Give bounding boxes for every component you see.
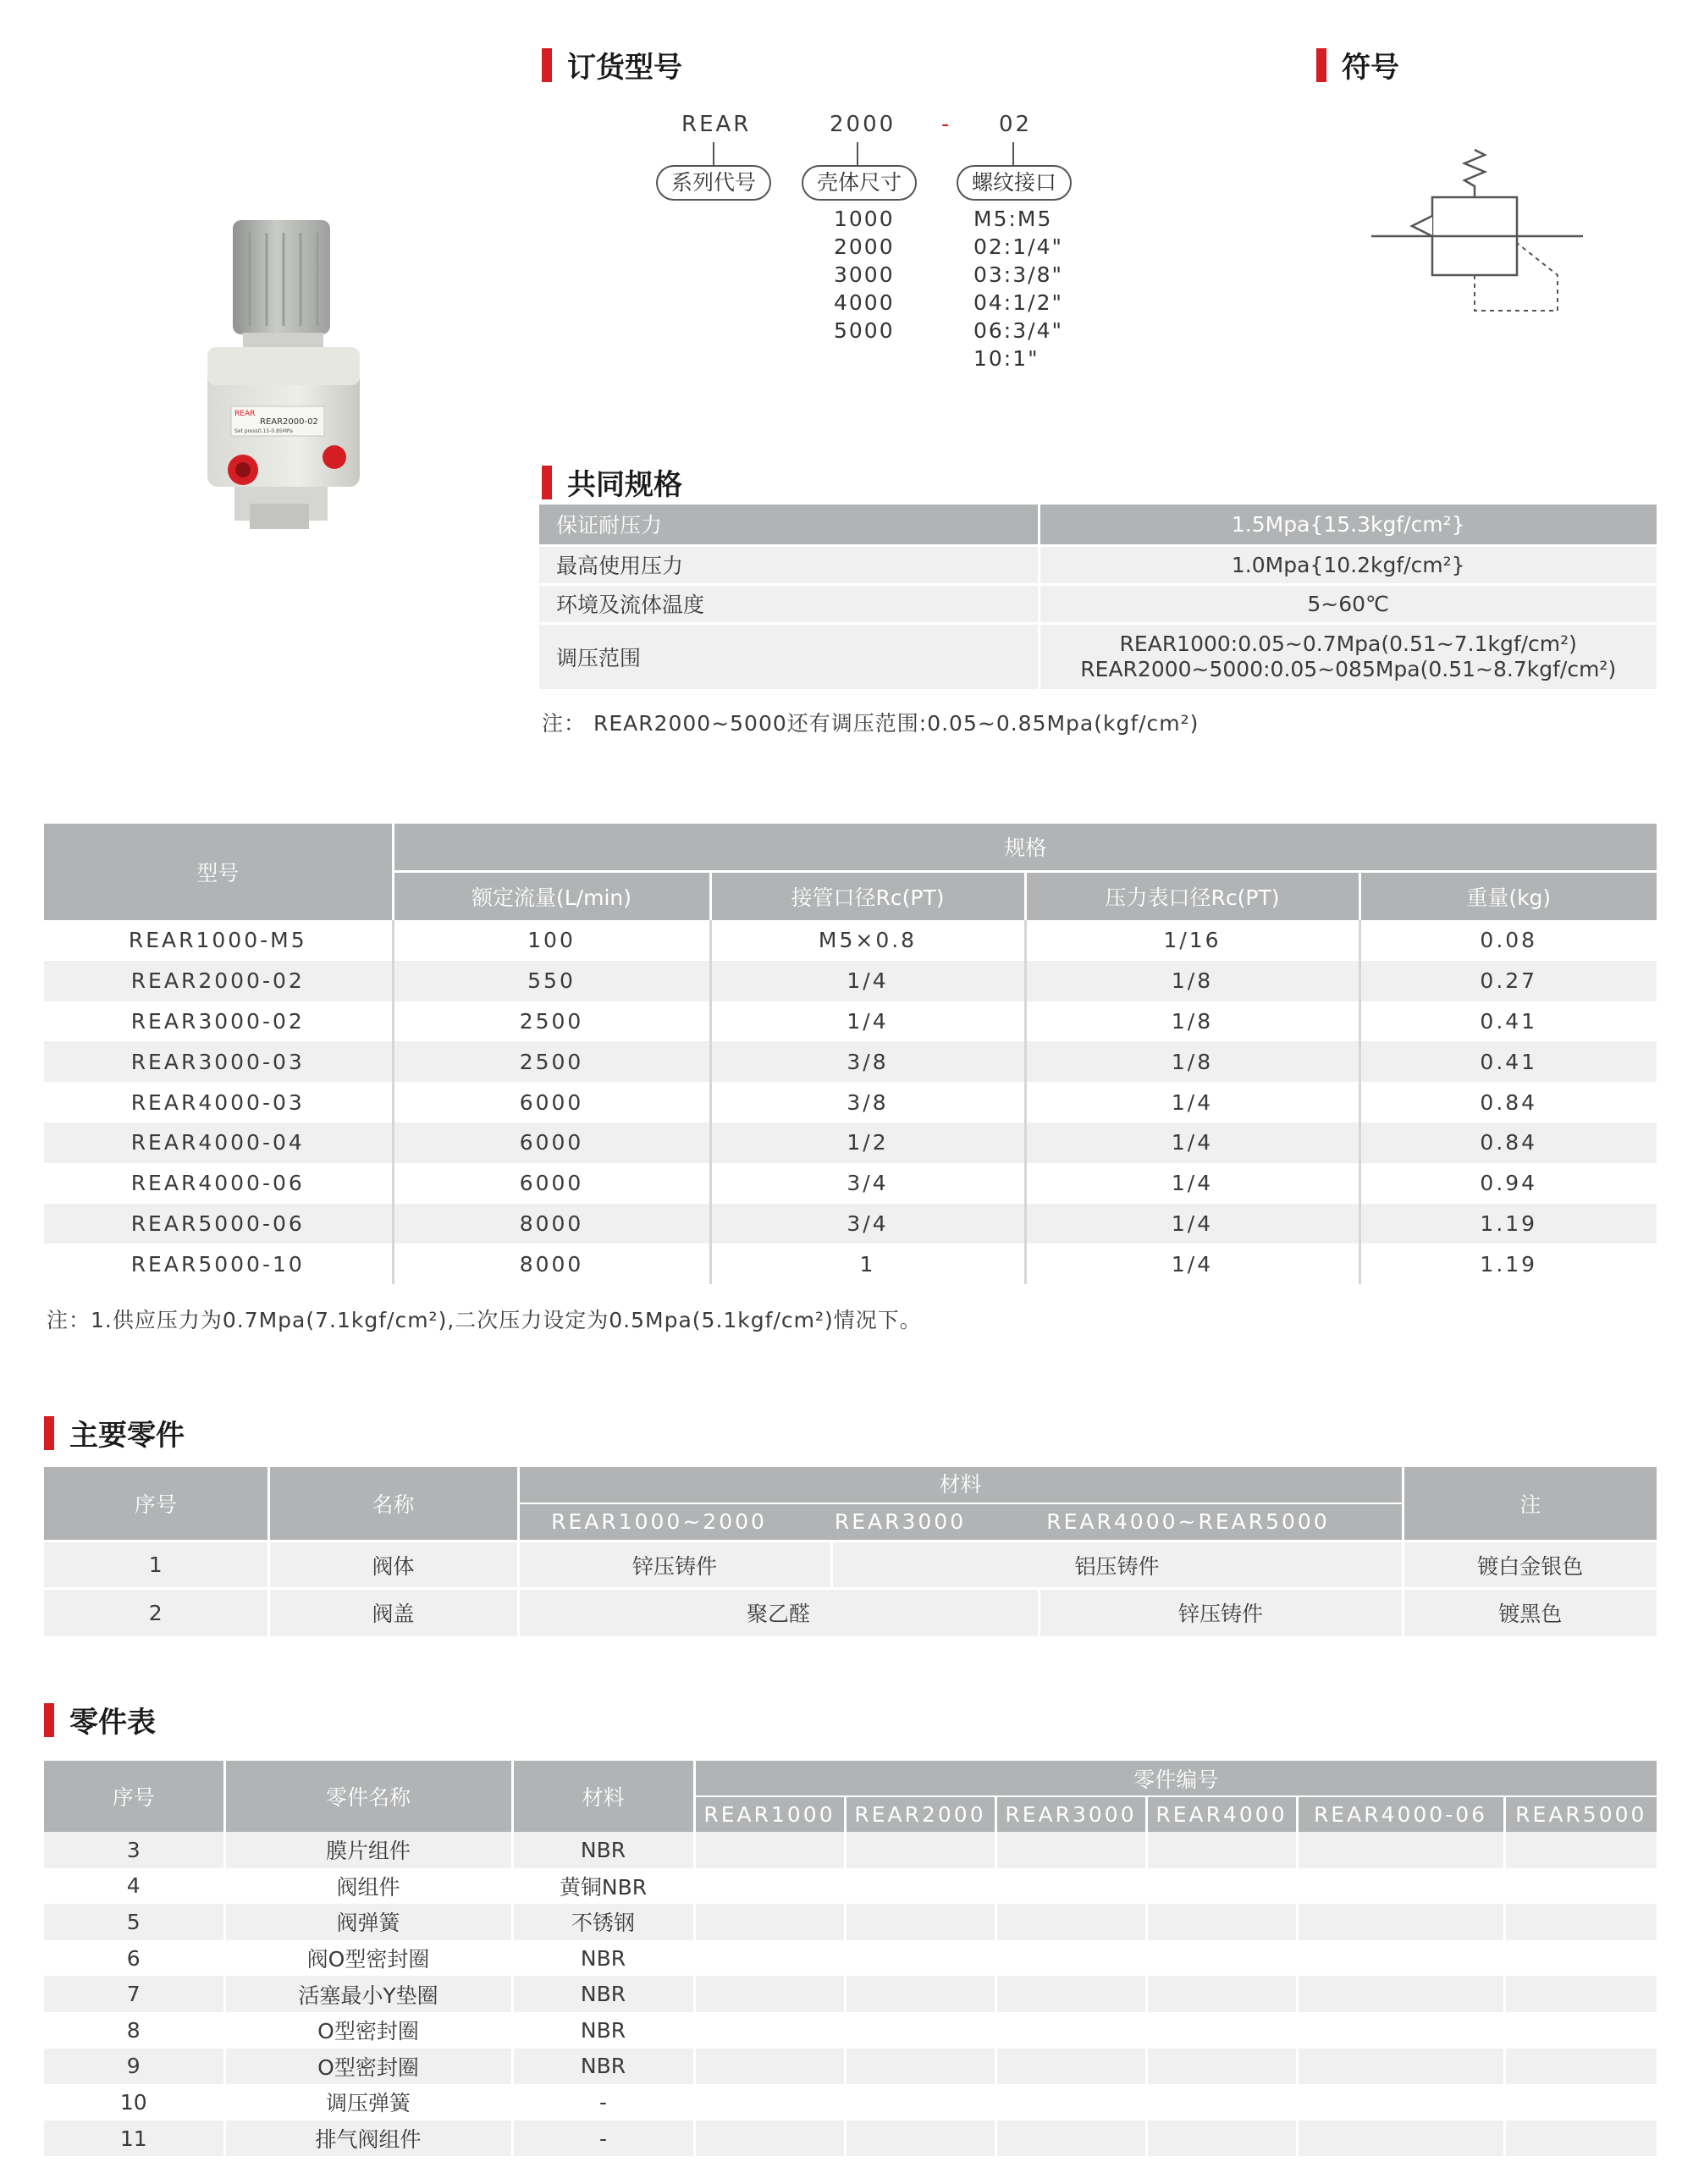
code-stem [713, 142, 714, 166]
spec-model: REAR1000-M5 [44, 920, 393, 961]
col-header: 压力表口径Rc(PT) [1025, 871, 1359, 920]
col-header: 接管口径Rc(PT) [710, 871, 1025, 920]
ptable-name: O型密封圈 [224, 2049, 512, 2085]
spec-value: 5~60℃ [1307, 591, 1390, 616]
spec-gauge-port: 1/4 [1025, 1082, 1359, 1122]
common-spec-note: 注： REAR2000~5000还有调压范围:0.05~0.85Mpa(kgf/cm²) [542, 711, 1199, 736]
title-bar [542, 466, 552, 499]
ptable-code-cell [1504, 1832, 1657, 1868]
ptable-name: 阀组件 [224, 1868, 512, 1905]
ptable-header-row [44, 1761, 1657, 1796]
spec-flow: 6000 [393, 1163, 710, 1204]
ptable-code-cell [1146, 2012, 1297, 2049]
common-spec-row [539, 505, 1657, 545]
title-bar [1316, 48, 1326, 82]
ptable-code-cell [1297, 1832, 1504, 1868]
material-subheaders [520, 1504, 1402, 1540]
model-subheader: REAR1000 [694, 1796, 845, 1832]
series-label: 系列代号 [656, 165, 771, 201]
material-header: 材料 [512, 1761, 694, 1832]
ptable-code-cell [845, 1976, 995, 2012]
ptable-code-cell [694, 1976, 845, 2012]
ptable-material: NBR [512, 1940, 694, 1977]
spec-model: REAR5000-10 [44, 1244, 393, 1284]
model-subheader: REAR2000 [845, 1796, 995, 1832]
ptable-code-cell [1146, 1976, 1297, 2012]
parts-list-table [44, 1761, 1657, 2156]
ptable-material: NBR [512, 2049, 694, 2085]
code-dash: - [941, 112, 952, 137]
spec-row [44, 1041, 1657, 1082]
ptable-no: 11 [44, 2121, 224, 2157]
code-size: 2000 [830, 112, 896, 137]
ptable-code-cell [1297, 2121, 1504, 2157]
ptable-no: 7 [44, 1976, 224, 2012]
no-header: 序号 [44, 1467, 268, 1541]
ptable-code-cell [845, 1940, 995, 1977]
spec-row [44, 1082, 1657, 1122]
main-parts-title-text: 主要零件 [69, 1419, 185, 1453]
ptable-code-cell [1504, 1940, 1657, 1977]
ptable-code-cell [1146, 1832, 1297, 1868]
thread-label: 螺纹接口 [957, 165, 1072, 201]
ptable-code-cell [694, 1940, 845, 1977]
ptable-no: 8 [44, 2012, 224, 2049]
code-header: 零件编号 [694, 1761, 1657, 1796]
ptable-row [44, 2121, 1657, 2157]
spec-key: 最高使用压力 [539, 545, 1039, 584]
spec-port: 1/4 [710, 1001, 1025, 1042]
ptable-name: 膜片组件 [224, 1832, 512, 1868]
spec-value-line: REAR2000~5000:0.05~085Mpa(0.51~8.7kgf/cm²) [1080, 656, 1617, 681]
col-header: 重量(kg) [1466, 885, 1552, 910]
ptable-code-cell [845, 1832, 995, 1868]
spec-model: REAR4000-03 [44, 1082, 393, 1122]
spec-weight: 0.41 [1480, 1049, 1538, 1074]
model-subheader: REAR3000 [995, 1796, 1146, 1832]
spec-gauge-port: 1/8 [1025, 961, 1359, 1001]
spec-weight: 0.41 [1480, 1008, 1538, 1034]
ptable-row [44, 1940, 1657, 1977]
part-material: 铝压铸件 [831, 1541, 1403, 1589]
part-material: 锌压铸件 [1039, 1589, 1403, 1636]
ptable-code-cell [1297, 2012, 1504, 2049]
ptable-code-cell [694, 1832, 845, 1868]
material-header-label: 材料 [520, 1467, 1402, 1504]
model-header: 型号 [44, 824, 393, 920]
ptable-code-cell [995, 1976, 1146, 2012]
ptable-code-cell [1146, 2084, 1297, 2121]
material-subheader: REAR4000~REAR5000 [1046, 1509, 1330, 1534]
spec-gauge-port: 1/8 [1025, 1001, 1359, 1042]
spec-row [44, 1244, 1657, 1284]
col-header: 额定流量(L/min) [393, 871, 710, 920]
spec-weight: 0.27 [1480, 968, 1538, 994]
spec-weight: 0.84 [1480, 1130, 1538, 1155]
ptable-name: 排气阀组件 [224, 2121, 512, 2157]
ptable-no: 3 [44, 1832, 224, 1868]
spec-flow: 550 [393, 961, 710, 1001]
part-name: 阀体 [268, 1541, 518, 1589]
spec-row [44, 1122, 1657, 1163]
ptable-code-cell [1146, 1940, 1297, 1977]
spec-port: 3/8 [710, 1082, 1025, 1122]
part-no: 2 [44, 1589, 268, 1636]
common-spec-row [539, 545, 1657, 584]
spec-weight: 1.19 [1480, 1211, 1538, 1236]
ptable-code-cell [845, 2121, 995, 2157]
spec-gauge-port: 1/16 [1025, 920, 1359, 961]
spec-table [44, 824, 1657, 1284]
part-note: 镀黑色 [1498, 1602, 1563, 1627]
ptable-code-cell [845, 2049, 995, 2085]
ptable-code-cell [1297, 2084, 1504, 2121]
ptable-no: 6 [44, 1940, 224, 1977]
order-code-title-text: 订货型号 [567, 51, 682, 85]
ptable-code-cell [1504, 1868, 1657, 1905]
code-thread: 02 [999, 112, 1033, 137]
ptable-material: - [512, 2121, 694, 2157]
ptable-code-cell [1146, 1868, 1297, 1905]
model-subheader: REAR4000-06 [1297, 1796, 1504, 1832]
product-label: REAR2000-02 [260, 417, 318, 427]
size-option: 2000 [834, 234, 895, 259]
ptable-code-cell [694, 2012, 845, 2049]
ptable-no: 5 [44, 1904, 224, 1940]
spec-gauge-port: 1/4 [1025, 1122, 1359, 1163]
title-bar [44, 1416, 54, 1450]
thread-option: 03:3/8" [973, 262, 1063, 287]
spec-gauge-port: 1/4 [1025, 1163, 1359, 1204]
ptable-code-cell [1297, 1976, 1504, 2012]
main-parts-table [44, 1467, 1657, 1636]
ptable-no: 4 [44, 1868, 224, 1905]
spec-value: 1.5Mpa{15.3kgf/cm²} [1231, 511, 1465, 537]
common-spec-row [539, 623, 1657, 689]
ptable-code-cell [694, 2084, 845, 2121]
symbol-title [1316, 44, 1399, 85]
size-option: 1000 [834, 207, 895, 231]
ptable-material: NBR [512, 1976, 694, 2012]
common-spec-table [539, 505, 1657, 689]
code-stem [1012, 142, 1014, 166]
ptable-code-cell [845, 1904, 995, 1940]
ptable-code-cell [995, 2049, 1146, 2085]
ptable-code-cell [995, 1940, 1146, 1977]
size-options [834, 205, 895, 345]
size-label: 壳体尺寸 [802, 165, 917, 201]
ptable-code-cell [995, 2084, 1146, 2121]
ptable-code-cell [1504, 2084, 1657, 2121]
thread-option: 06:3/4" [973, 318, 1063, 343]
ptable-code-cell [995, 2012, 1146, 2049]
size-option: 5000 [834, 318, 895, 343]
ptable-code-cell [694, 2049, 845, 2085]
size-option: 3000 [834, 262, 895, 287]
name-header: 零件名称 [224, 1761, 512, 1832]
spec-row [44, 1204, 1657, 1244]
code-stem [857, 142, 858, 166]
part-material: 锌压铸件 [518, 1541, 831, 1589]
ptable-code-cell [995, 1904, 1146, 1940]
ptable-code-cell [1146, 2049, 1297, 2085]
spec-port: 1/4 [710, 961, 1025, 1001]
ptable-code-cell [1504, 2049, 1657, 2085]
spec-flow: 2500 [393, 1001, 710, 1042]
part-name: 阀盖 [268, 1589, 518, 1636]
spec-port: 3/4 [710, 1204, 1025, 1244]
part-material: 聚乙醛 [518, 1589, 1039, 1636]
model-subheader: REAR5000 [1515, 1802, 1647, 1827]
parts-list-title-text: 零件表 [69, 1706, 156, 1740]
spec-key: 环境及流体温度 [539, 584, 1039, 623]
thread-options [973, 205, 1063, 372]
size-option: 4000 [834, 290, 895, 315]
spec-flow: 100 [393, 920, 710, 961]
product-label-range: Set press0.15-0.85MPa [234, 428, 293, 434]
ptable-code-cell [694, 1904, 845, 1940]
thread-option: 04:1/2" [973, 290, 1063, 315]
spec-model: REAR3000-02 [44, 1001, 393, 1042]
material-header [518, 1467, 1403, 1541]
symbol-title-text: 符号 [1342, 51, 1399, 85]
spec-flow: 2500 [393, 1041, 710, 1082]
spec-gauge-port: 1/4 [1025, 1204, 1359, 1244]
parts-row [44, 1541, 1657, 1589]
ptable-code-cell [1297, 1868, 1504, 1905]
thread-option: 10:1" [973, 346, 1040, 371]
main-parts-title [44, 1412, 185, 1453]
spec-model: REAR2000-02 [44, 961, 393, 1001]
code-series: REAR [681, 112, 752, 137]
spec-key: 保证耐压力 [539, 505, 1039, 545]
ptable-code-cell [1504, 1904, 1657, 1940]
ptable-no: 9 [44, 2049, 224, 2085]
ptable-code-cell [694, 2121, 845, 2157]
ptable-code-cell [995, 2121, 1146, 2157]
product-image [190, 216, 368, 538]
ptable-code-cell [1297, 1940, 1504, 1977]
ptable-row [44, 2049, 1657, 2085]
spec-port: 3/8 [710, 1041, 1025, 1082]
ptable-material: - [512, 2084, 694, 2121]
parts-row [44, 1589, 1657, 1636]
common-spec-title-text: 共同规格 [567, 468, 682, 502]
spec-header: 规格 [393, 824, 1657, 871]
ptable-row [44, 2084, 1657, 2121]
ptable-code-cell [694, 1868, 845, 1905]
spec-flow: 8000 [393, 1204, 710, 1244]
ptable-material: NBR [512, 1832, 694, 1868]
ptable-code-cell [845, 1868, 995, 1905]
spec-weight: 0.84 [1480, 1089, 1538, 1115]
ptable-name: 阀O型密封圈 [224, 1940, 512, 1977]
ptable-material: 不锈钢 [512, 1904, 694, 1940]
spec-gauge-port: 1/8 [1025, 1041, 1359, 1082]
ptable-code-cell [995, 1832, 1146, 1868]
spec-port: M5×0.8 [710, 920, 1025, 961]
spec-flow: 6000 [393, 1082, 710, 1122]
title-bar [44, 1703, 54, 1737]
order-code-title [542, 44, 682, 85]
ptable-row [44, 1904, 1657, 1940]
note-header: 注 [1519, 1492, 1541, 1517]
thread-option: M5:M5 [973, 207, 1053, 231]
spec-model: REAR4000-04 [44, 1122, 393, 1163]
spec-flow: 6000 [393, 1122, 710, 1163]
spec-row [44, 1001, 1657, 1042]
parts-header-row [44, 1467, 1657, 1541]
part-note: 镀白金银色 [1477, 1553, 1584, 1579]
product-brand: REAR [234, 410, 256, 418]
spec-gauge-port: 1/4 [1025, 1244, 1359, 1284]
spec-weight: 0.08 [1480, 928, 1538, 953]
spec-port: 1/2 [710, 1122, 1025, 1163]
model-subheader: REAR4000 [1146, 1796, 1297, 1832]
ptable-no: 10 [44, 2084, 224, 2121]
name-header: 名称 [268, 1467, 518, 1541]
ptable-name: 阀弹簧 [224, 1904, 512, 1940]
part-no: 1 [44, 1541, 268, 1589]
ptable-material: 黄铜NBR [512, 1868, 694, 1905]
common-spec-row [539, 584, 1657, 623]
spec-key: 调压范围 [539, 623, 1039, 689]
common-spec-title [542, 461, 682, 503]
ptable-material: NBR [512, 2012, 694, 2049]
title-bar [542, 48, 552, 82]
no-header: 序号 [44, 1761, 224, 1832]
spec-flow: 8000 [393, 1244, 710, 1284]
spec-row [44, 920, 1657, 961]
spec-port: 3/4 [710, 1163, 1025, 1204]
spec-row [44, 961, 1657, 1001]
material-subheader: REAR3000 [834, 1509, 967, 1534]
parts-list-title [44, 1699, 156, 1740]
ptable-name: 活塞最小Y垫圈 [224, 1976, 512, 2012]
spec-value [1039, 623, 1657, 689]
spec-model: REAR3000-03 [44, 1041, 393, 1082]
ptable-code-cell [845, 2084, 995, 2121]
spec-value-line: REAR1000:0.05~0.7Mpa(0.51~7.1kgf/cm²) [1119, 631, 1577, 656]
spec-model: REAR5000-06 [44, 1204, 393, 1244]
ptable-row [44, 1976, 1657, 2012]
spec-weight: 1.19 [1480, 1251, 1538, 1277]
ptable-code-cell [1146, 1904, 1297, 1940]
ptable-row [44, 1868, 1657, 1905]
ptable-code-cell [1504, 1976, 1657, 2012]
material-subheader: REAR1000~2000 [551, 1509, 767, 1534]
thread-option: 02:1/4" [973, 234, 1063, 259]
ptable-code-cell [845, 2012, 995, 2049]
spec-value: 1.0Mpa{10.2kgf/cm²} [1231, 552, 1465, 577]
spec-header-row [44, 824, 1657, 871]
spec-port: 1 [710, 1244, 1025, 1284]
spec-row [44, 1163, 1657, 1204]
spec-weight: 0.94 [1480, 1171, 1538, 1196]
ptable-code-cell [995, 1868, 1146, 1905]
ptable-code-cell [1297, 2049, 1504, 2085]
ptable-code-cell [1297, 1904, 1504, 1940]
ptable-row [44, 1832, 1657, 1868]
ptable-name: 调压弹簧 [224, 2084, 512, 2121]
ptable-code-cell [1504, 2012, 1657, 2049]
ptable-code-cell [1146, 2121, 1297, 2157]
ptable-name: O型密封圈 [224, 2012, 512, 2049]
regulator-symbol-icon [1371, 148, 1591, 317]
spec-table-note: 注：1.供应压力为0.7Mpa(7.1kgf/cm²),二次压力设定为0.5Mpa(5.1kgf/cm²)情况下。 [47, 1308, 922, 1332]
spec-model: REAR4000-06 [44, 1163, 393, 1204]
ptable-row [44, 2012, 1657, 2049]
ptable-code-cell [1504, 2121, 1657, 2157]
